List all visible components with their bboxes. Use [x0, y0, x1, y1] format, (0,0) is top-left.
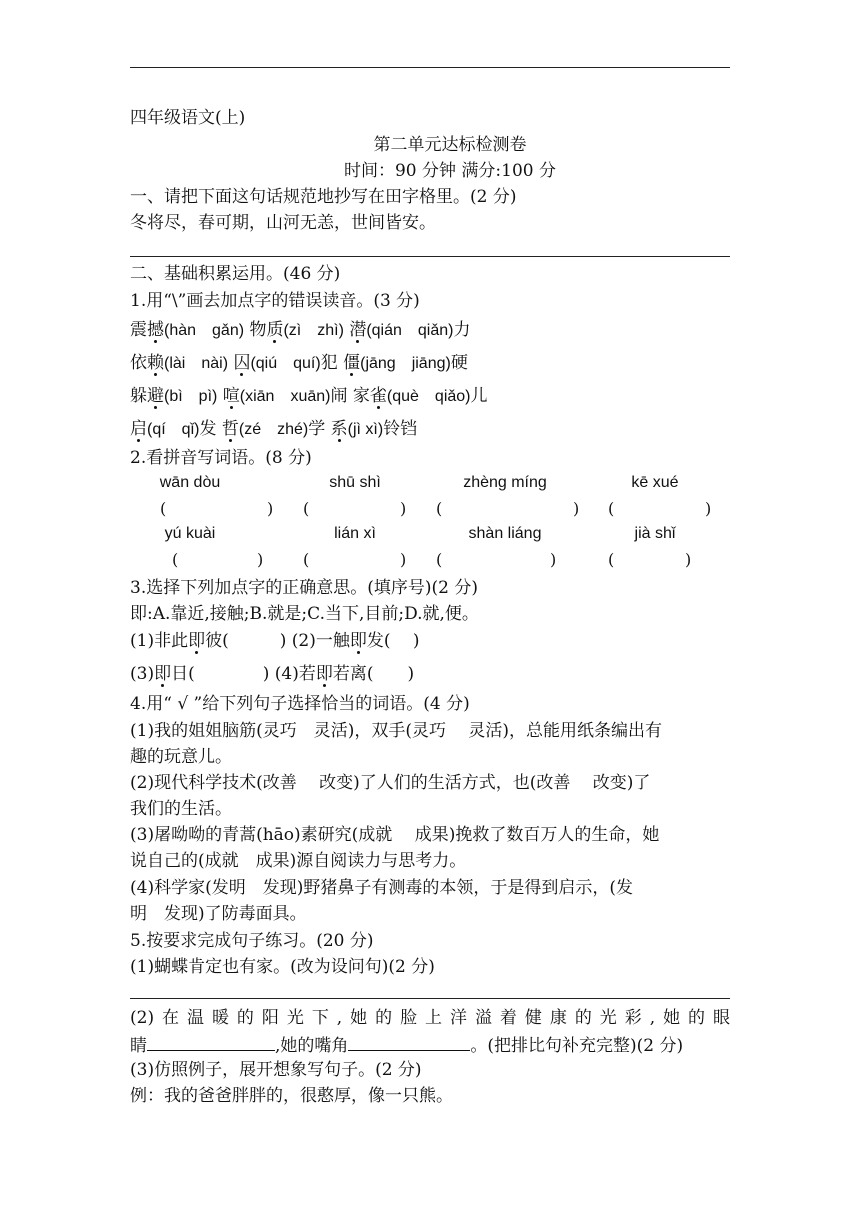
pinyin-prompt: shàn liáng: [468, 525, 542, 542]
pronunciation-row: [130, 413, 730, 446]
pinyin-options: (bì pì): [164, 388, 218, 405]
word-text: 力: [453, 320, 471, 340]
s5-item2-line1: (2)在温暖的阳光下,她的脸上洋溢着健康的光彩,她的眼: [130, 1008, 730, 1028]
pinyin-prompt: jià shǐ: [634, 525, 676, 542]
paren-close: ): [685, 550, 692, 569]
dotted-char: 撼: [147, 320, 164, 340]
s4-heading: 4.用“ √ ”给下列句子选择恰当的词语。(4 分): [130, 694, 470, 714]
pinyin-prompt: zhèng míng: [463, 474, 547, 491]
paren-open: (: [436, 550, 443, 569]
word-text: 震: [130, 320, 147, 340]
dotted-char: 即: [349, 631, 367, 651]
paren-open: (: [608, 499, 615, 518]
s5-item2-line2: [130, 1032, 730, 1058]
word-text: 依: [130, 353, 147, 373]
pinyin-prompt: yú kuài: [164, 525, 216, 542]
dotted-char: 启: [130, 419, 147, 439]
dotted-char: 赖: [147, 353, 164, 373]
pronunciation-row: [130, 347, 730, 380]
item-text: (4)若: [269, 664, 316, 684]
paren-open: (: [608, 550, 615, 569]
item-text: 发( ): [366, 631, 420, 651]
paren-close: ): [550, 550, 557, 569]
exam-title: 第二单元达标检测卷: [373, 135, 527, 155]
pinyin-grid: [130, 474, 730, 574]
top-rule: [130, 67, 730, 68]
s3-meanings: 即:A.靠近,接触;B.就是;C.当下,目前;D.就,便。: [130, 604, 479, 624]
s4-line: (3)屠呦呦的青蒿(hāo)素研究(成就 成果)挽救了数百万人的生命，她: [130, 825, 660, 845]
paren-open: (: [436, 499, 443, 518]
word-text: 物: [244, 320, 267, 340]
word-text: 铃铛: [383, 419, 418, 439]
dotted-char: 即: [188, 631, 206, 651]
pronunciation-row: [130, 314, 730, 347]
s5-heading: 5.按要求完成句子练习。(20 分): [130, 931, 374, 951]
word-text: [325, 419, 330, 439]
q1-sentence: 冬将尽，春可期，山河无恙，世间皆安。: [130, 213, 436, 233]
s4-line: (1)我的姐姐脑筋(灵巧 灵活)，双手(灵巧 灵活)，总能用纸条编出有: [130, 721, 663, 741]
item-text: (2)一触: [286, 631, 350, 651]
pronunciation-list: [130, 314, 730, 446]
word-text: 发: [199, 419, 217, 439]
q1-heading: 一、请把下面这句话规范地抄写在田字格里。(2 分): [130, 187, 517, 207]
pinyin-options: (jì xì): [347, 421, 384, 438]
pinyin-options: (hàn gǎn): [164, 322, 245, 339]
dotted-char: 哲: [221, 419, 239, 439]
dotted-char: 质: [266, 320, 284, 340]
s4-line: (4)科学家(发明 发现)野猪鼻子有测毒的本领，于是得到启示，(发: [130, 878, 633, 898]
pinyin-options: (qiú quí): [250, 355, 321, 372]
pinyin-options: (jāng jiāng): [360, 355, 451, 372]
s4-line: 说自己的(成就 成果)源自阅读力与思考力。: [130, 851, 467, 871]
pinyin-options: (lài nài): [164, 355, 229, 372]
paren-close: ): [400, 550, 407, 569]
s1-heading: 1.用“\”画去加点字的错误读音。(3 分): [130, 291, 420, 311]
exam-time: 时间：90 分钟 满分:100 分: [343, 161, 557, 181]
pinyin-prompt: lián xì: [334, 525, 376, 542]
item-text: 彼( ): [205, 631, 287, 651]
s5-item2-b: ,她的嘴角: [275, 1036, 349, 1056]
s4-line: 明 发现)了防毒面具。: [130, 904, 307, 924]
word-text: 儿: [470, 386, 488, 406]
pinyin-options: (qí qǐ): [147, 421, 200, 438]
dotted-char: 即: [154, 664, 172, 684]
s5-item2-c: 。(把排比句补充完整)(2 分): [470, 1036, 684, 1056]
s5-item2-a: 睛: [130, 1036, 147, 1056]
pinyin-prompt: shū shì: [329, 474, 381, 491]
pinyin-options: (zì zhì): [283, 322, 344, 339]
s3-heading: 3.选择下列加点字的正确意思。(填序号)(2 分): [130, 578, 478, 598]
paren-close: ): [400, 499, 407, 518]
word-text: 家: [347, 386, 370, 406]
paren-open: (: [303, 550, 310, 569]
word-text: 闹: [330, 386, 348, 406]
answer-blank-eyes[interactable]: [147, 1032, 275, 1051]
pinyin-prompt: kē xué: [631, 474, 679, 491]
pinyin-options: (què qiǎo): [386, 388, 471, 405]
answer-blank-mouth[interactable]: [348, 1032, 470, 1051]
paren-close: ): [705, 499, 712, 518]
dotted-char: 避: [147, 386, 164, 406]
paren-close: ): [267, 499, 274, 518]
dotted-char: 僵: [343, 353, 361, 373]
grade-label: 四年级语文(上): [130, 108, 246, 128]
word-text: 犯: [320, 353, 338, 373]
pinyin-options: (qián qiǎn): [366, 322, 454, 339]
s5-example: 例：我的爸爸胖胖的，很憨厚，像一只熊。: [130, 1086, 453, 1106]
s3-items-row2: [130, 662, 730, 686]
s2-heading: 2.看拼音写词语。(8 分): [130, 448, 312, 468]
dotted-char: 囚: [233, 353, 251, 373]
paren-close: ): [257, 550, 264, 569]
paren-open: (: [303, 499, 310, 518]
pinyin-options: (xiān xuān): [239, 388, 331, 405]
word-text: [217, 386, 222, 406]
answer-rule-2: [130, 998, 730, 999]
paren-close: ): [573, 499, 580, 518]
dotted-char: 即: [315, 664, 333, 684]
q2-heading: 二、基础积累运用。(46 分): [130, 264, 341, 284]
pronunciation-row: [130, 380, 730, 413]
paren-open: (: [172, 550, 179, 569]
item-text: 日( ): [171, 664, 270, 684]
word-text: 硬: [450, 353, 468, 373]
dotted-char: 喧: [222, 386, 240, 406]
paren-open: (: [160, 499, 167, 518]
dotted-char: 潜: [349, 320, 367, 340]
item-text: 若离( ): [332, 664, 415, 684]
s3-items-row1: [130, 629, 730, 653]
pinyin-prompt: wān dòu: [159, 474, 221, 491]
word-text: 学: [308, 419, 326, 439]
dotted-char: 系: [330, 419, 348, 439]
pinyin-options: (zé zhé): [238, 421, 309, 438]
s5-item3: (3)仿照例子，展开想象写句子。(2 分): [130, 1060, 422, 1080]
s4-line: 趣的玩意儿。: [130, 747, 232, 767]
s4-line: 我们的生活。: [130, 799, 232, 819]
dotted-char: 雀: [369, 386, 387, 406]
word-text: 躲: [130, 386, 147, 406]
item-text: (1)非此: [130, 631, 189, 651]
s4-line: (2)现代科学技术(改善 改变)了人们的生活方式，也(改善 改变)了: [130, 773, 651, 793]
item-text: (3): [130, 664, 155, 684]
s5-item1: (1)蝴蝶肯定也有家。(改为设问句)(2 分): [130, 957, 435, 977]
answer-rule-1: [130, 256, 730, 257]
